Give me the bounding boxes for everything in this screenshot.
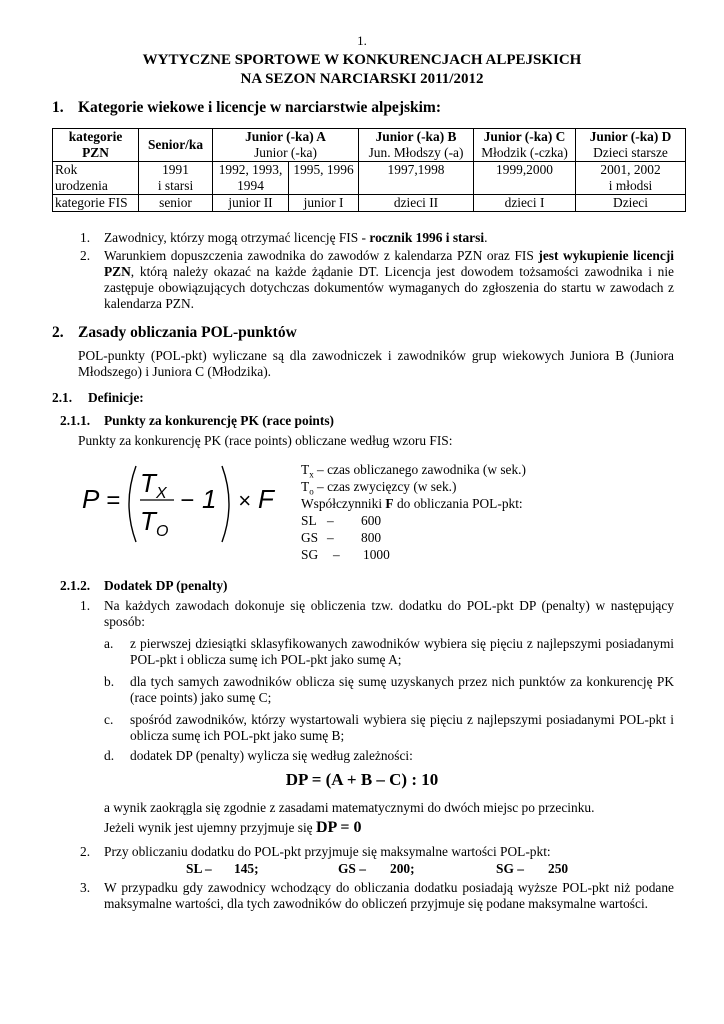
s211-text: Punkty za konkurencję PK (race points) obliczane według wzoru FIS: — [78, 433, 453, 448]
table-cell: dzieci I — [474, 195, 576, 212]
dp-item-1-text: Na każdych zawodach dokonuje się obliczenia tzw. dodatku do POL-pkt DP (penalty) w następujący sposób: — [104, 598, 674, 629]
table-header-row — [53, 129, 686, 162]
section2-number: 2. — [52, 324, 64, 341]
section2-title: Zasady obliczania POL-punktów — [78, 324, 297, 341]
formula-one: 1 — [202, 484, 217, 514]
s21-number: 2.1. — [52, 390, 73, 405]
formula-p: P — [82, 484, 100, 514]
formula-times: × — [238, 488, 251, 513]
item3-number: 3. — [80, 880, 91, 895]
table-cell: kategorie PZN — [53, 129, 139, 162]
formula-tx: T — [140, 468, 156, 498]
formula-sub-o: O — [156, 523, 169, 540]
max-sg: SG – 250 — [496, 861, 569, 876]
section1-number: 1. — [52, 99, 64, 116]
s21-title: Definicje: — [88, 390, 144, 405]
item3-text: W przypadku gdy zawodnicy wchodzący do obliczania dodatku posiadają wyższe POL-pkt niż podane maksymalne wartości, dla tych zawodników do obliczeń przyjmuje się podane maksymalne wartości. — [104, 880, 674, 911]
table-cell: 1999,2000 — [474, 162, 576, 195]
coef-gs: GS – 800 — [301, 530, 382, 545]
sub-item-number: d. — [104, 748, 115, 763]
sub-item-a: z pierwszej dziesiątki sklasyfikowanych zawodników wybiera się pięciu z najlepszymi posiadanymi POL-pkt i oblicza sumę ich POL-pkt jako sumę A; — [130, 636, 674, 667]
table-cell: Senior/ka — [139, 129, 213, 162]
legend-to: $T_o$ – czas zwycięzcy (w sek.) — [301, 479, 457, 497]
dp-formula: DP = (A + B – C) : 10 — [285, 770, 439, 789]
formula-minus: − — [180, 487, 195, 514]
s211-title: Punkty za konkurencję PK (race points) — [104, 413, 334, 428]
race-points-formula — [78, 458, 288, 550]
sub-item-d: dodatek DP (penalty) wylicza się według zależności: — [130, 748, 413, 763]
s212-title: Dodatek DP (penalty) — [104, 578, 228, 593]
section1-title: Kategorie wiekowe i licencje w narciarstwie alpejskim: — [78, 99, 442, 116]
table-cell: kategorie FIS — [53, 195, 139, 212]
section2-intro: POL-punkty (POL-pkt) wyliczane są dla zawodniczek i zawodników grup wiekowych Juniora B (Juniora Młodszego) i Juniora C (Młodzika). — [78, 348, 674, 379]
table-cell: 1997,1998 — [359, 162, 474, 195]
table-cell: senior — [139, 195, 213, 212]
table-cell: Junior (-ka) A Junior (-ka) — [213, 129, 359, 162]
right-paren — [222, 466, 229, 542]
sub-item-c: spośród zawodników, którzy wystartowali wybiera się pięciu z najlepszymi posiadanymi POL-pkt i oblicza sumę ich POL-pkt jako sumę B; — [130, 712, 674, 743]
table-cell: junior II — [213, 195, 289, 212]
item2-text: Przy obliczaniu dodatku do POL-pkt przyjmuje się maksymalne wartości POL-pkt: — [104, 844, 551, 859]
coef-sl: SL – 600 — [301, 513, 382, 528]
sub-item-number: c. — [104, 712, 114, 727]
document-title-line2: NA SEZON NARCIARSKI 2011/2012 — [240, 71, 484, 87]
note-number: 1. — [80, 230, 91, 245]
age-category-table — [52, 128, 686, 212]
note-licence-pzn: Warunkiem dopuszczenia zawodnika do zawodów z kalendarza PZN oraz FIS jest wykupienie licencji PZN, którą należy okazać na każde żądanie DT. Licencja jest dowodem tożsamości zawodnika i nie zastępuje obowiązujących dotychczas dokumentów wymaganych do zgłoszenia do startu w zawodach z kalendarza PZN. — [104, 248, 675, 311]
table-row — [53, 162, 686, 195]
legend-tx: $T_x$ – czas obliczanego zawodnika (w sek.) — [301, 462, 526, 480]
table-cell: 1995, 1996 — [289, 162, 359, 195]
note-number: 2. — [80, 248, 91, 263]
s212-number: 2.1.2. — [60, 578, 91, 593]
table-row — [53, 195, 686, 212]
formula-sub-x: X — [156, 485, 167, 502]
note-licence-fis: Zawodnicy, którzy mogą otrzymać licencję FIS - rocznik 1996 i starsi. — [104, 230, 488, 245]
formula-to: T — [140, 506, 156, 536]
table-cell: junior I — [289, 195, 359, 212]
negative-dp-text: Jeżeli wynik jest ujemny przyjmuje się DP = 0 — [104, 819, 362, 836]
table-cell: 1991 i starsi — [139, 162, 213, 195]
table-cell: 2001, 2002 i młodsi — [576, 162, 686, 195]
max-gs: GS – 200; — [338, 861, 415, 876]
table-cell: Rok urodzenia — [53, 162, 139, 195]
rounding-text: a wynik zaokrągla się zgodnie z zasadami matematycznymi do dwóch miejsc po przecinku. — [104, 800, 595, 815]
table-cell: 1992, 1993, 1994 — [213, 162, 289, 195]
table-cell: Junior (-ka) C Młodzik (-czka) — [474, 129, 576, 162]
sub-item-number: b. — [104, 674, 115, 689]
coef-label: Współczynniki F do obliczania POL-pkt: — [301, 496, 523, 511]
item2-number: 2. — [80, 844, 91, 859]
s211-number: 2.1.1. — [60, 413, 91, 428]
sub-item-b: dla tych samych zawodników oblicza się sumę uzyskanych przez nich punktów za konkurencję PK (race points) jako sumę C; — [130, 674, 674, 705]
dp-item-number: 1. — [80, 598, 91, 613]
max-sl: SL – 145; — [186, 861, 259, 876]
page-number: 1. — [357, 33, 367, 48]
coef-sg: SG – 1000 — [301, 547, 390, 562]
table-cell: Dzieci — [576, 195, 686, 212]
table-cell: dzieci II — [359, 195, 474, 212]
formula-f: F — [258, 484, 274, 514]
table-cell: Junior (-ka) B Jun. Młodszy (-a) — [359, 129, 474, 162]
left-paren — [129, 466, 136, 542]
document-title-line1: WYTYCZNE SPORTOWE W KONKURENCJACH ALPEJSKICH — [142, 52, 582, 68]
formula-equals: = — [106, 487, 121, 514]
sub-item-number: a. — [104, 636, 114, 651]
table-cell: Junior (-ka) D Dzieci starsze — [576, 129, 686, 162]
